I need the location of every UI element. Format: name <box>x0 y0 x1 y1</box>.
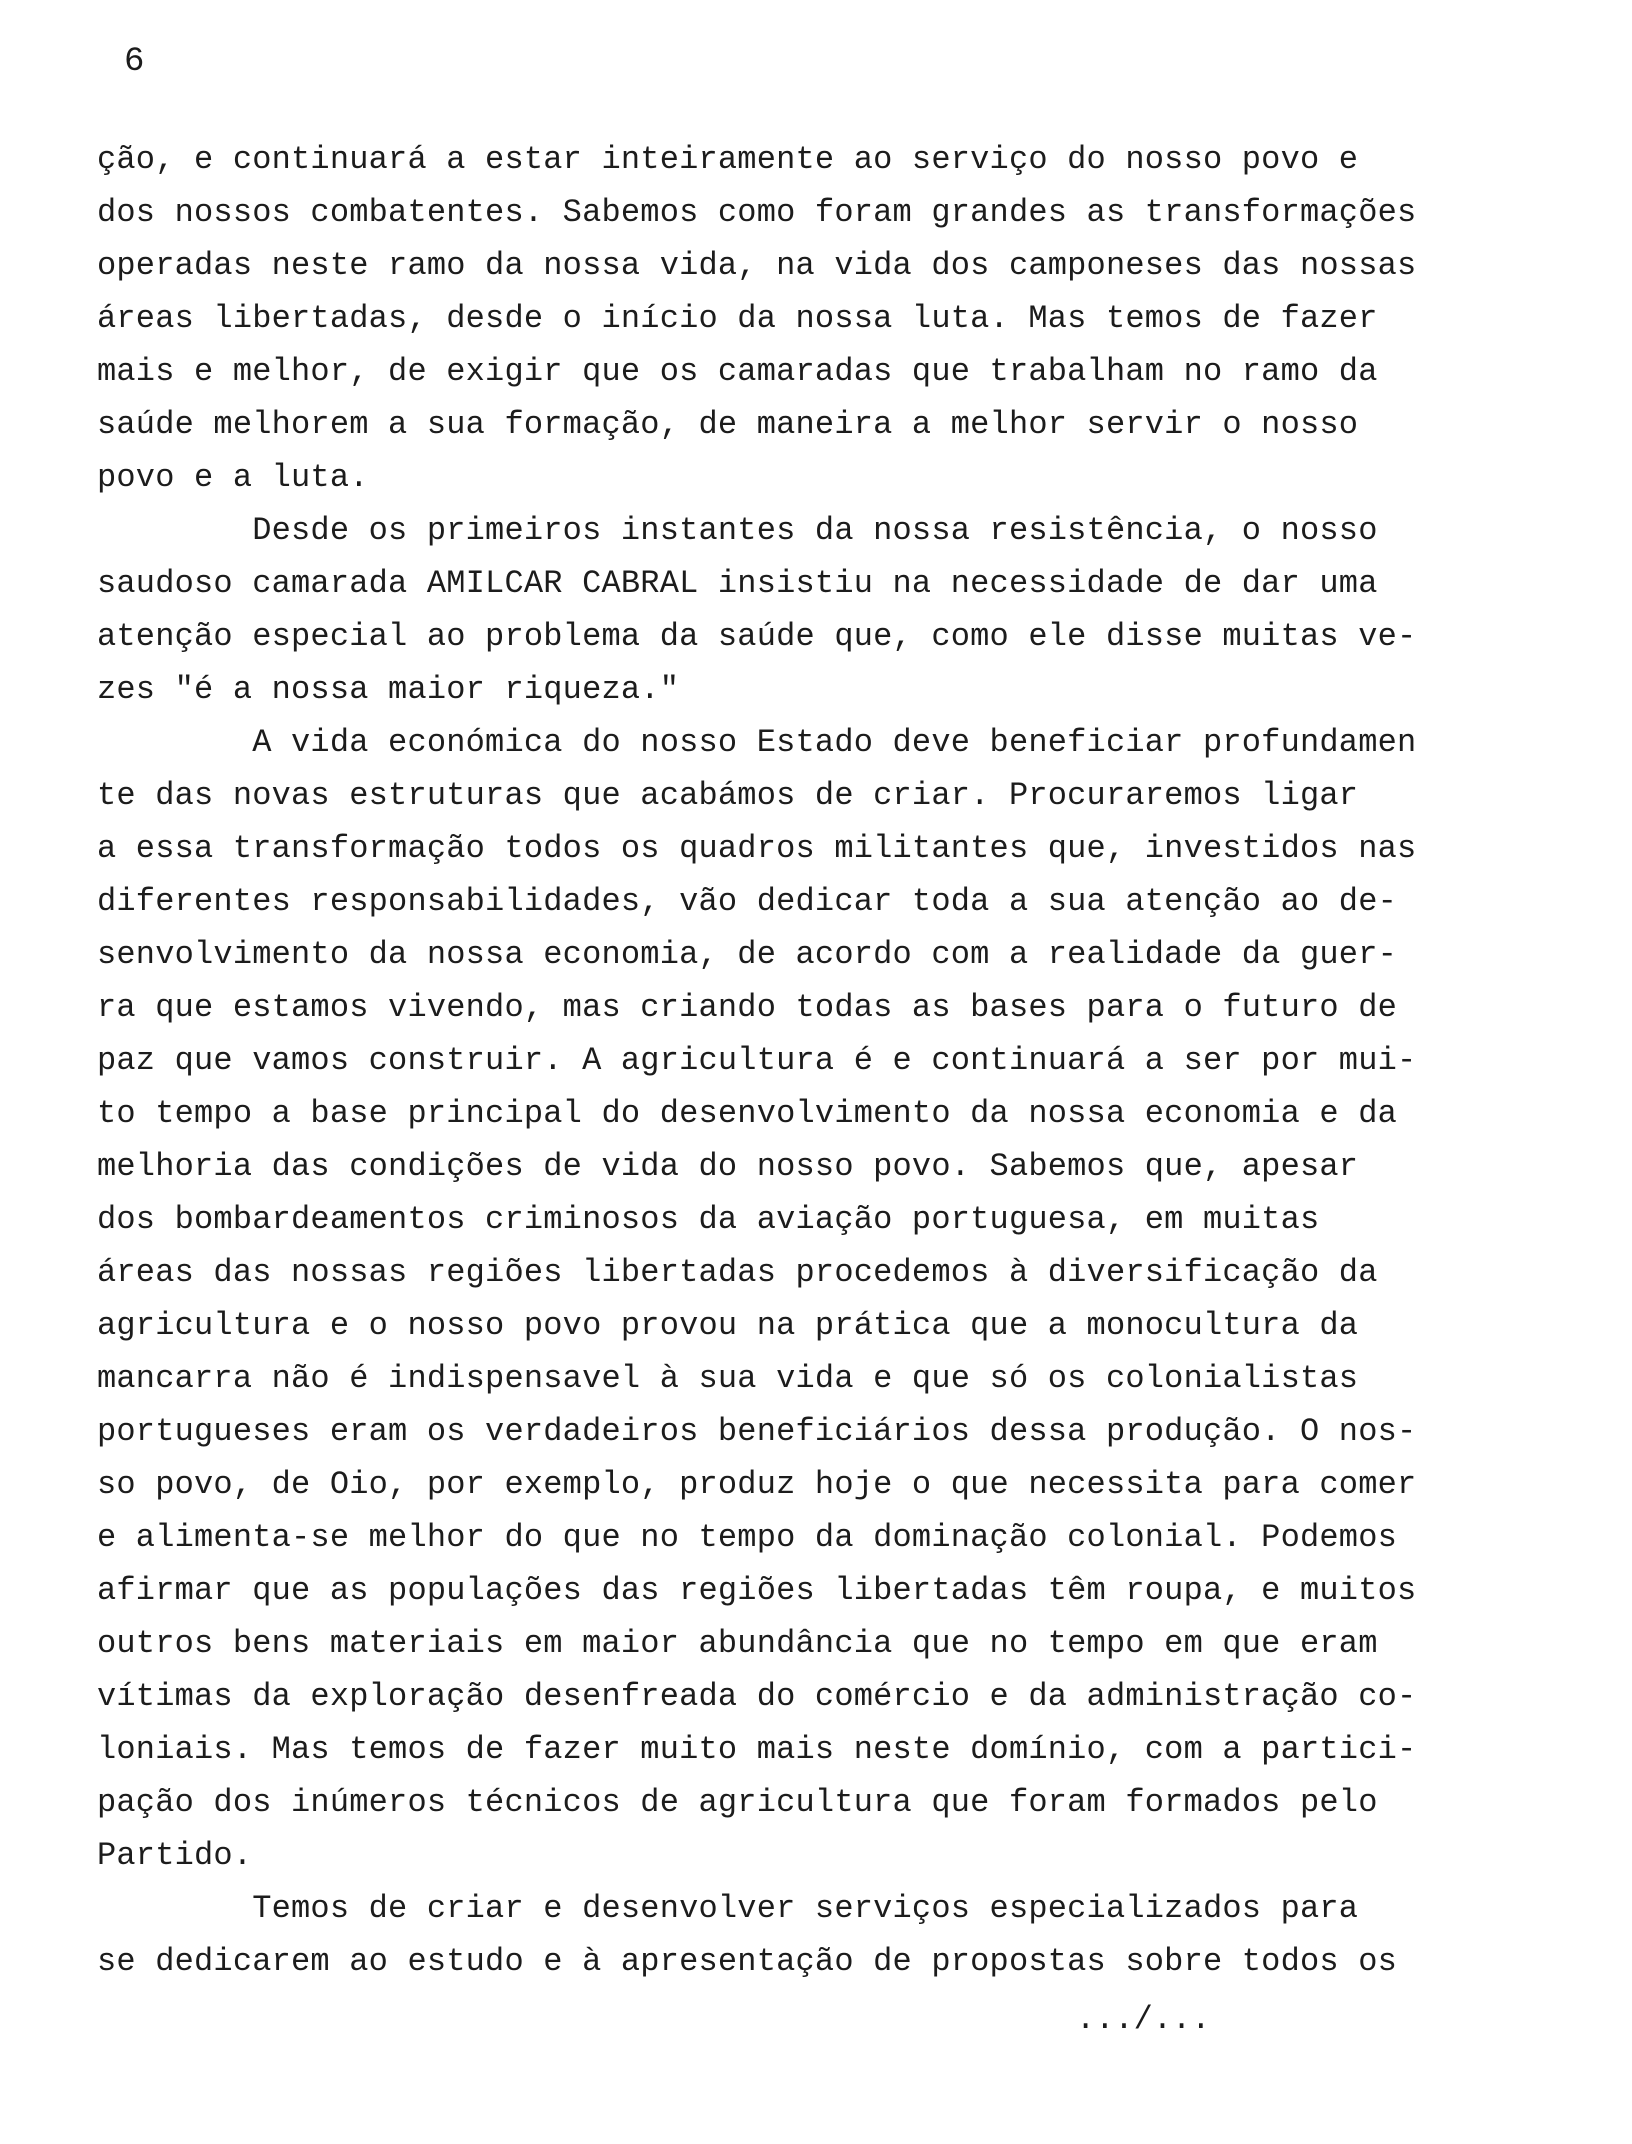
text-line: Temos de criar e desenvolver serviços especializados para <box>97 1890 1359 1927</box>
text-line: saúde melhorem a sua formação, de maneira a melhor servir o nosso <box>97 406 1359 443</box>
text-line: ra que estamos vivendo, mas criando todas as bases para o futuro de <box>97 989 1398 1026</box>
text-line: A vida económica do nosso Estado deve beneficiar profundamen <box>97 724 1417 761</box>
text-line: povo e a luta. <box>97 459 369 496</box>
text-line: e alimenta-se melhor do que no tempo da dominação colonial. Podemos <box>97 1519 1398 1556</box>
text-line: ção, e continuará a estar inteiramente ao serviço do nosso povo e <box>97 141 1359 178</box>
text-line: operadas neste ramo da nossa vida, na vida dos camponeses das nossas <box>97 247 1417 284</box>
text-line: to tempo a base principal do desenvolvimento da nossa economia e da <box>97 1095 1398 1132</box>
text-line: afirmar que as populações das regiões libertadas têm roupa, e muitos <box>97 1572 1417 1609</box>
text-line: mais e melhor, de exigir que os camaradas que trabalham no ramo da <box>97 353 1378 390</box>
text-line: dos bombardeamentos criminosos da aviação portuguesa, em muitas <box>97 1201 1320 1238</box>
text-line: Partido. <box>97 1837 253 1874</box>
text-line: so povo, de Oio, por exemplo, produz hoje o que necessita para comer <box>97 1466 1417 1503</box>
text-line: loniais. Mas temos de fazer muito mais neste domínio, com a partici- <box>97 1731 1417 1768</box>
text-line: zes "é a nossa maior riqueza." <box>97 671 680 708</box>
text-line: paz que vamos construir. A agricultura é e continuará a ser por mui- <box>97 1042 1417 1079</box>
text-line: áreas libertadas, desde o início da nossa luta. Mas temos de fazer <box>97 300 1378 337</box>
text-line: atenção especial ao problema da saúde que, como ele disse muitas ve- <box>97 618 1417 655</box>
text-line: pação dos inúmeros técnicos de agricultura que foram formados pelo <box>97 1784 1378 1821</box>
text-line: senvolvimento da nossa economia, de acordo com a realidade da guer- <box>97 936 1398 973</box>
text-line: vítimas da exploração desenfreada do comércio e da administração co- <box>97 1678 1417 1715</box>
text-line: áreas das nossas regiões libertadas procedemos à diversificação da <box>97 1254 1378 1291</box>
text-line: diferentes responsabilidades, vão dedicar toda a sua atenção ao de- <box>97 883 1398 920</box>
text-line: se dedicarem ao estudo e à apresentação de propostas sobre todos os <box>97 1943 1398 1980</box>
page-number: 6 <box>124 43 145 81</box>
text-line: outros bens materiais em maior abundância que no tempo em que eram <box>97 1625 1378 1662</box>
text-line: a essa transformação todos os quadros militantes que, investidos nas <box>97 830 1417 867</box>
text-line: portugueses eram os verdadeiros beneficiários dessa produção. O nos- <box>97 1413 1417 1450</box>
text-line: dos nossos combatentes. Sabemos como foram grandes as transformações <box>97 194 1417 231</box>
continuation-mark: .../... <box>1076 2001 1211 2038</box>
text-line: te das novas estruturas que acabámos de criar. Procuraremos ligar <box>97 777 1359 814</box>
text-line: melhoria das condições de vida do nosso povo. Sabemos que, apesar <box>97 1148 1359 1185</box>
text-line: agricultura e o nosso povo provou na prática que a monocultura da <box>97 1307 1359 1344</box>
text-line: mancarra não é indispensavel à sua vida e que só os colonialistas <box>97 1360 1359 1397</box>
text-line: Desde os primeiros instantes da nossa resistência, o nosso <box>97 512 1378 549</box>
text-line: saudoso camarada AMILCAR CABRAL insistiu na necessidade de dar uma <box>97 565 1378 602</box>
